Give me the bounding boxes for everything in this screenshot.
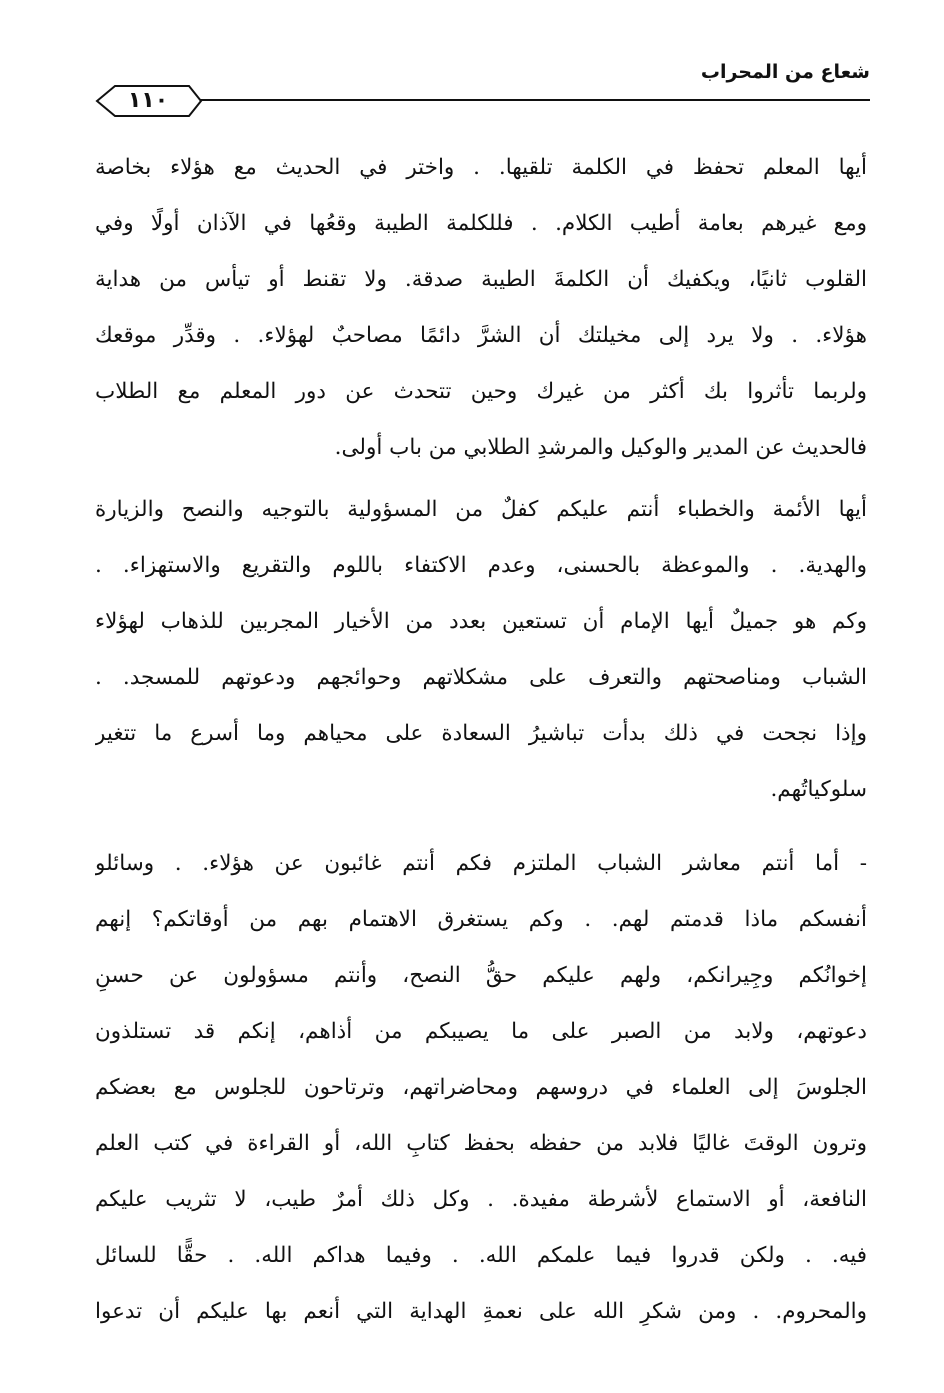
page-number-frame bbox=[93, 83, 203, 119]
text-line: وإذا نجحت في ذلك بدأت تباشيرُ السعادة على محياهم وما أسرع ما تتغير bbox=[95, 721, 867, 746]
text-line: - أما أنتم معاشر الشباب الملتزم فكم أنتم غائبون عن هؤلاء. . وسائلو bbox=[95, 851, 867, 876]
paragraph-imams bbox=[95, 482, 867, 818]
body-text bbox=[95, 140, 867, 1340]
text-line: فالحديث عن المدير والوكيل والمرشدِ الطلابي من باب أولى. bbox=[334, 435, 867, 460]
text-line: القلوب ثانيًا، ويكفيك أن الكلمةَ الطيبة صدقة. ولا تقنط أو تيأس من هداية bbox=[95, 267, 867, 292]
paragraph-teacher bbox=[95, 140, 867, 476]
text-line: والمحروم. . ومن شكرِ الله على نعمةِ الهداية التي أنعم بها عليكم أن تدعوا bbox=[95, 1299, 867, 1324]
text-line: دعوتهم، ولابد من الصبر على ما يصيبكم من أذاهم، إنكم قد تستلذون bbox=[95, 1019, 867, 1044]
header-rule bbox=[195, 99, 870, 101]
text-line: ومع غيرهم بعامة أطيب الكلام. . فللكلمة الطيبة وقعُها في الآذان أولًا وفي bbox=[95, 211, 867, 236]
text-line: الجلوسَ إلى العلماء في دروسهم ومحاضراتهم، وترتاحون للجلوس مع بعضكم bbox=[95, 1075, 867, 1100]
page-header bbox=[70, 55, 870, 115]
text-line: هؤلاء. . ولا يرد إلى مخيلتك أن الشرَّ دائمًا مصاحبٌ لهؤلاء. . وقدِّر موقعك bbox=[95, 323, 867, 348]
text-line: أيها المعلم تحفظ في الكلمة تلقيها. . واختر في الحديث مع هؤلاء بخاصة bbox=[95, 155, 867, 180]
text-line: أيها الأئمة والخطباء أنتم عليكم كفلٌ من المسؤولية بالتوجيه والنصح والزيارة bbox=[95, 497, 867, 522]
text-line: الشباب ومناصحتهم والتعرف على مشكلاتهم وحوائجهم ودعوتهم للمسجد. . bbox=[95, 665, 867, 690]
paragraph-youth bbox=[95, 836, 867, 1340]
text-line: والهدية. . والموعظة بالحسنى، وعدم الاكتفاء باللوم والتقريع والاستهزاء. . bbox=[95, 553, 867, 578]
text-line: وكم هو جميلٌ أيها الإمام أن تستعين بعدد من الأخيار المجربين للذهاب لهؤلاء bbox=[95, 609, 867, 634]
text-line: أنفسكم ماذا قدمتم لهم. . وكم يستغرق الاهتمام بهم من أوقاتكم؟ إنهم bbox=[95, 907, 867, 932]
text-line: وترون الوقتَ غاليًا فلابد من حفظه بحفظ كتابِ الله، أو القراءة في كتب العلم bbox=[95, 1131, 867, 1156]
running-title: شعاع من المحراب bbox=[700, 61, 870, 83]
text-line: إخوانُكم وجِيرانكم، ولهم عليكم حقُّ النصح، وأنتم مسؤولون عن حسنِ bbox=[95, 963, 867, 988]
paragraph-gap bbox=[95, 818, 867, 836]
text-line: النافعة، أو الاستماع لأشرطة مفيدة. . وكل ذلك أمرٌ طيب، لا تثريب عليكم bbox=[95, 1187, 867, 1212]
text-line: فيه. . ولكن قدروا فيما علمكم الله. . وفيما هداكم الله. . حقًّا للسائل bbox=[95, 1243, 867, 1268]
text-line: ولربما تأثروا بك أكثر من غيرك وحين تتحدث عن دور المعلم مع الطلاب bbox=[95, 379, 867, 404]
page-number: ١١٠ bbox=[127, 88, 169, 113]
text-line: سلوكياتُهم. bbox=[770, 777, 867, 802]
